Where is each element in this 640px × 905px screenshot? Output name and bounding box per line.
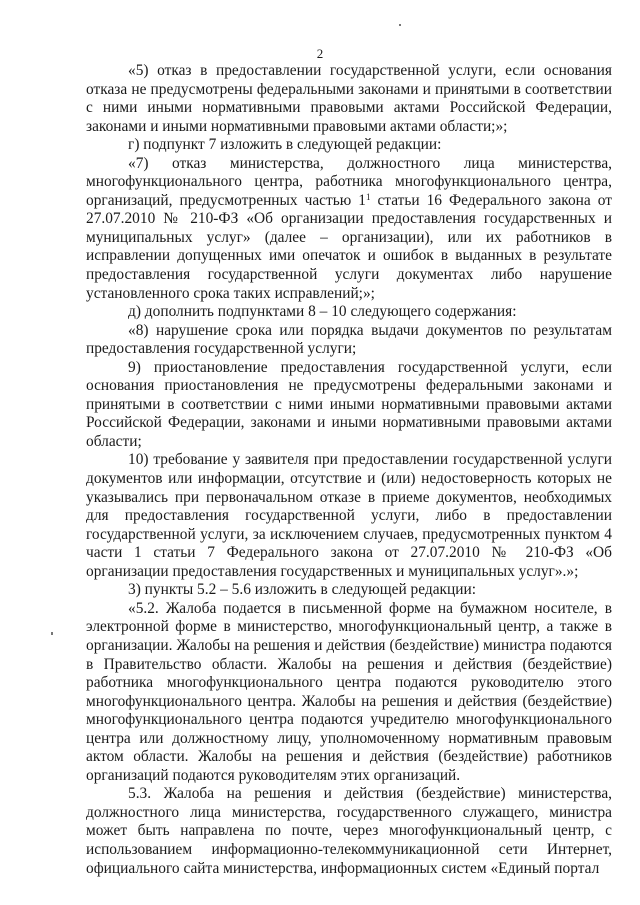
paragraph-item-3: 3) пункты 5.2 – 5.6 изложить в следующей редакции:	[128, 581, 477, 599]
paragraph-item-g: г) подпункт 7 изложить в следующей редакции:	[128, 136, 442, 154]
subitem-7-text-end: статьи 16 Федерального закона от 27.07.2010 № 210-ФЗ «Об организации предоставления государственных и муниципальных услуг» (далее – организации), или их работников в исправлении допущенных ими опечаток и ошибок в выданных в результате предоставления государственной услуги документах либо нарушение установленного срока таких исправлений;»;	[86, 191, 612, 302]
superscript-1: 1	[365, 191, 371, 202]
paragraph-5-3: 5.3. Жалоба на решения и действия (бездействие) министерства, должностного лица министерства, государственного служащего, министра может быть направлена по почте, через многофункциональный центр, с использованием информационно-телекоммуникационной сети Интернет, официального сайта министерства, информационных систем «Единый портал	[86, 785, 612, 877]
paragraph-subitem-5: «5) отказ в предоставлении государственной услуги, если основания отказа не предусмотрены федеральными законами и принятыми в соответствии с ними иными нормативными правовыми актами Российской Федерации, законами и иными нормативными правовыми актами области;»;	[86, 62, 612, 135]
paragraph-5-2: «5.2. Жалоба подается в письменной форме на бумажном носителе, в электронной форме в министерство, многофункциональный центр, а также в организации. Жалобы на решения и действия (бездействие) министра подаются в Правительство области. Жалобы на решения и действия (бездействие) работника многофункционального центра подаются руководителю этого многофункционального центра. Жалобы на решения и действия (бездействие) многофункционального центра подаются учредителю многофункционального центра или должностному лицу, уполномоченному нормативным правовым актом области. Жалобы на решения и действия (бездействие) работников организаций подаются руководителям этих организаций.	[86, 599, 612, 784]
paragraph-subitem-9: 9) приостановление предоставления государственной услуги, если основания приостановления не предусмотрены федеральными законами и принятыми в соответствии с ними иными нормативными правовыми актами Российской Федерации, законами и иными нормативными правовыми актами области;	[86, 358, 612, 450]
paragraph-item-d: д) дополнить подпунктами 8 – 10 следующего содержания:	[128, 303, 517, 321]
paragraph-subitem-8: «8) нарушение срока или порядка выдачи документов по результатам предоставления государственной услуги;	[86, 321, 612, 358]
scan-speck	[399, 24, 401, 26]
scan-speck	[51, 632, 53, 635]
page-number: 2	[316, 46, 324, 61]
document-body	[86, 62, 612, 878]
paragraph-subitem-10: 10) требование у заявителя при предоставлении государственной услуги документов или информации, отсутствие и (или) недостоверность которых не указывались при первоначальном отказе в приеме документов, необходимых для предоставления государственной услуги, либо в предоставлении государственной услуги, за исключением случаев, предусмотренных пунктом 4 части 1 статьи 7 Федерального закона от 27.07.2010 № 210-ФЗ «Об организации предоставления государственных и муниципальных услуг».»;	[86, 451, 612, 580]
paragraph-subitem-7	[86, 155, 612, 303]
subitem-7-text-start: «7) отказ министерства, должностного лица министерства, многофункционального центра, работника многофункционального центра, организаций, предусмотренных частью 1	[86, 154, 612, 209]
